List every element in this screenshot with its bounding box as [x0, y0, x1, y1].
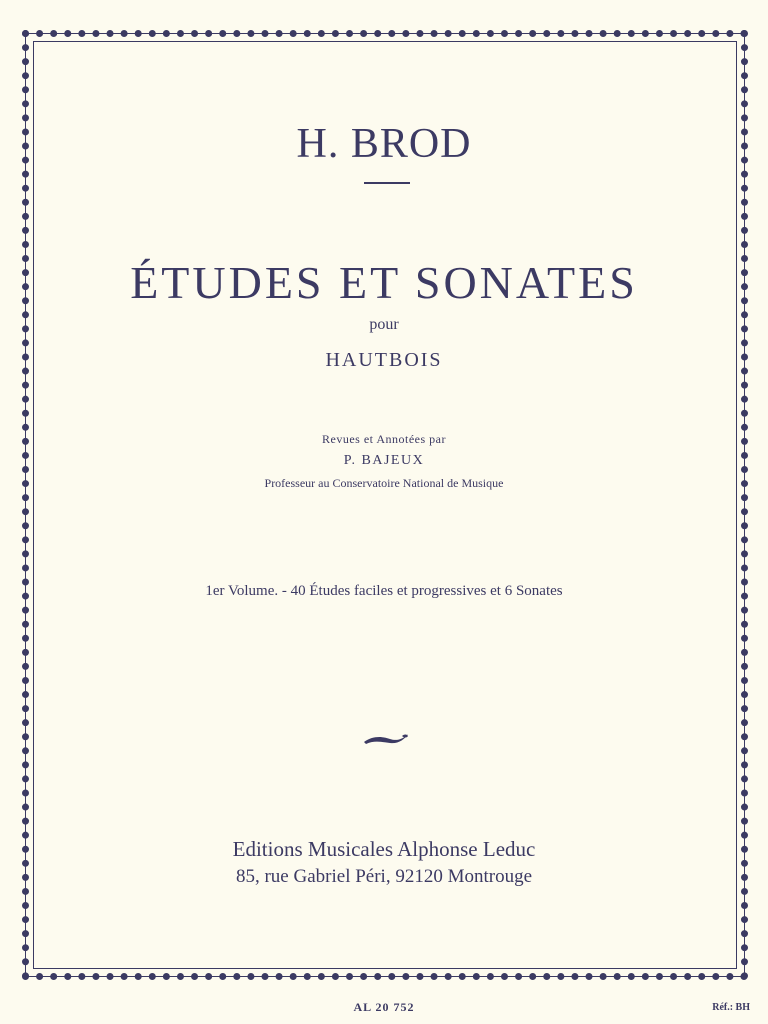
work-title: ÉTUDES ET SONATES	[130, 257, 638, 308]
revised-by-label: Revues et Annotées par	[322, 432, 446, 446]
volume-description: 1er Volume. - 40 Études faciles et progressives et 6 Sonates	[205, 583, 563, 599]
composer-name: H. BROD	[296, 121, 472, 167]
title-rule	[364, 182, 410, 184]
catalog-number: AL 20 752	[353, 1000, 415, 1014]
editor-name: P. BAJEUX	[343, 453, 425, 468]
inner-border-line	[33, 41, 737, 969]
pour-label: pour	[369, 316, 399, 333]
instrument-name: HAUTBOIS	[325, 349, 443, 371]
publisher-address: 85, rue Gabriel Péri, 92120 Montrouge	[235, 866, 533, 887]
flourish-icon	[362, 730, 410, 748]
publisher-name: Editions Musicales Alphonse Leduc	[232, 837, 536, 861]
editor-role: Professeur au Conservatoire National de Musique	[264, 476, 504, 490]
reference-code: Réf.: BH	[712, 1002, 750, 1013]
